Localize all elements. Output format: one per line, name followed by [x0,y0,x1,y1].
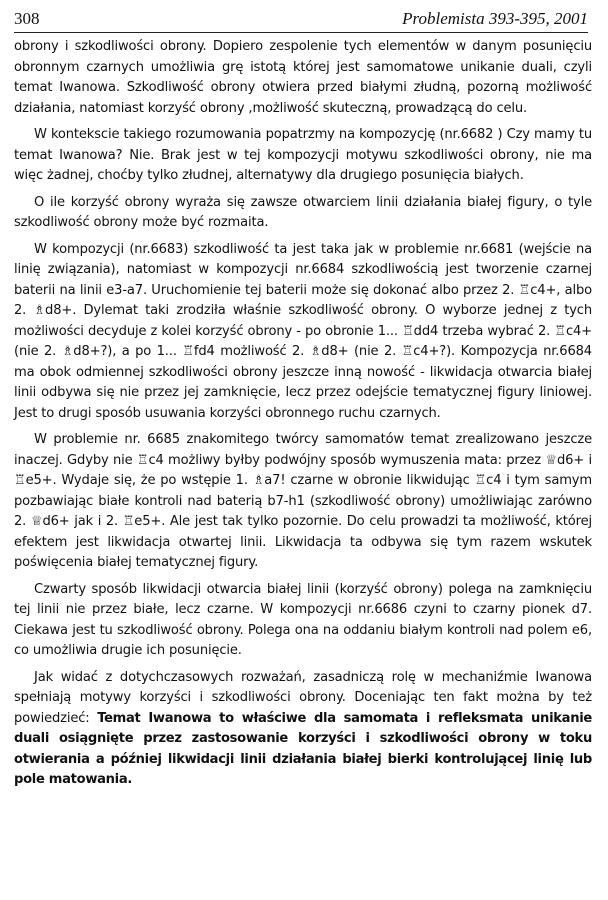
paragraph-3: O ile korzyść obrony wyraża się zawsze otwarciem linii działania białej figury, o tyle szkodliwość obrony może być rozmaita. [14,194,592,230]
article-body [14,37,592,797]
paragraph-7-text: Jak widać z dotychczasowych rozważań, zasadniczą rolę w mechaniźmie Iwanowa spełniają motywy korzyści i szkodliwości obrony. Doceniając ten fakt można by też powiedzieć: [14,669,592,726]
page-number: 308 [14,9,40,28]
running-title: Problemista 393-395, 2001 [402,9,588,28]
page-header [14,6,588,33]
paragraph-4: W kompozycji (nr.6683) szkodliwość ta jest taka jak w problemie nr.6681 (wejście na linię związania), natomiast w kompozycji nr.6684 szkodliwością jest tworzenie czarnej baterii na linii e3-a7. Uruchomienie tej baterii może się dokonać albo przez 2. ♖c4+, albo 2. ♗d8+. Dylemat taki zrodziła właśnie szkodliwość obrony. O wyborze jednej z tych możliwości decyduje z kolei korzyść obrony - po obronie 1... ♖dd4 trzeba wybrać 2. ♖c4+ (nie 2. ♗d8+?), a po 1... ♖fd4 możliwość 2. ♗d8+ (nie 2. ♖c4+?). Kompozycja nr.6684 ma obok odmiennej szkodliwości obrony jeszcze inną nowość - likwidacja otwarcia białej linii odbywa się nie przez jej zamknięcie, lecz przez odejście tematycznej figury liniowej. Jest to drugi sposób usuwania korzyści obronnego ruchu czarnych. [14,241,592,421]
paragraph-5: W problemie nr. 6685 znakomitego twórcy samomatów temat zrealizowano jeszcze inaczej. Gdyby nie ♖c4 możliwy byłby podwójny sposób wymuszenia mata: przez ♕d6+ i ♖e5+. Wydaje się, że po wstępie 1. ♗a7! czarne w obronie likwidując ♖c4 i tym samym pozbawiając białe kontroli nad baterią b7-h1 (szkodliwość obrony) umożliwiając zarówno 2. ♕d6+ jak i 2. ♖e5+. Ale jest tak tylko pozornie. Do celu prowadzi ta możliwość, której efektem jest likwidacja otwartej linii. Likwidacja ta odbywa się tym razem wskutek poświęcenia białej tematycznej figury. [14,432,592,570]
paragraph-7 [14,668,592,791]
paragraph-6: Czwarty sposób likwidacji otwarcia białej linii (korzyść obrony) polega na zamknięciu tej linii nie przez białe, lecz czarne. W kompozycji nr.6686 czyni to czarny pionek d7. Ciekawa jest tu szkodliwość obrony. Polega ona na oddaniu białym kontroli nad polem e6, co umożliwia drugie ich posunięcie. [14,581,592,658]
paragraph-2: W kontekscie takiego rozumowania popatrzmy na kompozycję (nr.6682 ) Czy mamy tu temat Iwanowa? Nie. Brak jest w tej kompozycji motywu szkodliwości obrony, nie ma więc żadnej, choćby tylko złudnej, alternatywy dla drugiego posunięcia białych. [14,127,592,183]
theme-definition: Temat Iwanowa to właściwe dla samomata i refleksmata unikanie duali osiągnięte przez zastosowanie korzyści i szkodliwości obrony w toku otwierania a później likwidacji linii działania białej bierki kontrolującej linię lub pole matowania. [14,710,592,787]
paragraph-1: obrony i szkodliwości obrony. Dopiero zespolenie tych elementów w danym posunięciu obronnym czarnych umożliwia grę istotą której jest samomatowe unikanie duali, czyli temat Iwanowa. Szkodliwość obrony otwiera przed białymi złudną, pozorną możliwość działania, natomiast korzyść obrony ,możliwość skuteczną, prowadzącą do celu. [14,39,592,116]
